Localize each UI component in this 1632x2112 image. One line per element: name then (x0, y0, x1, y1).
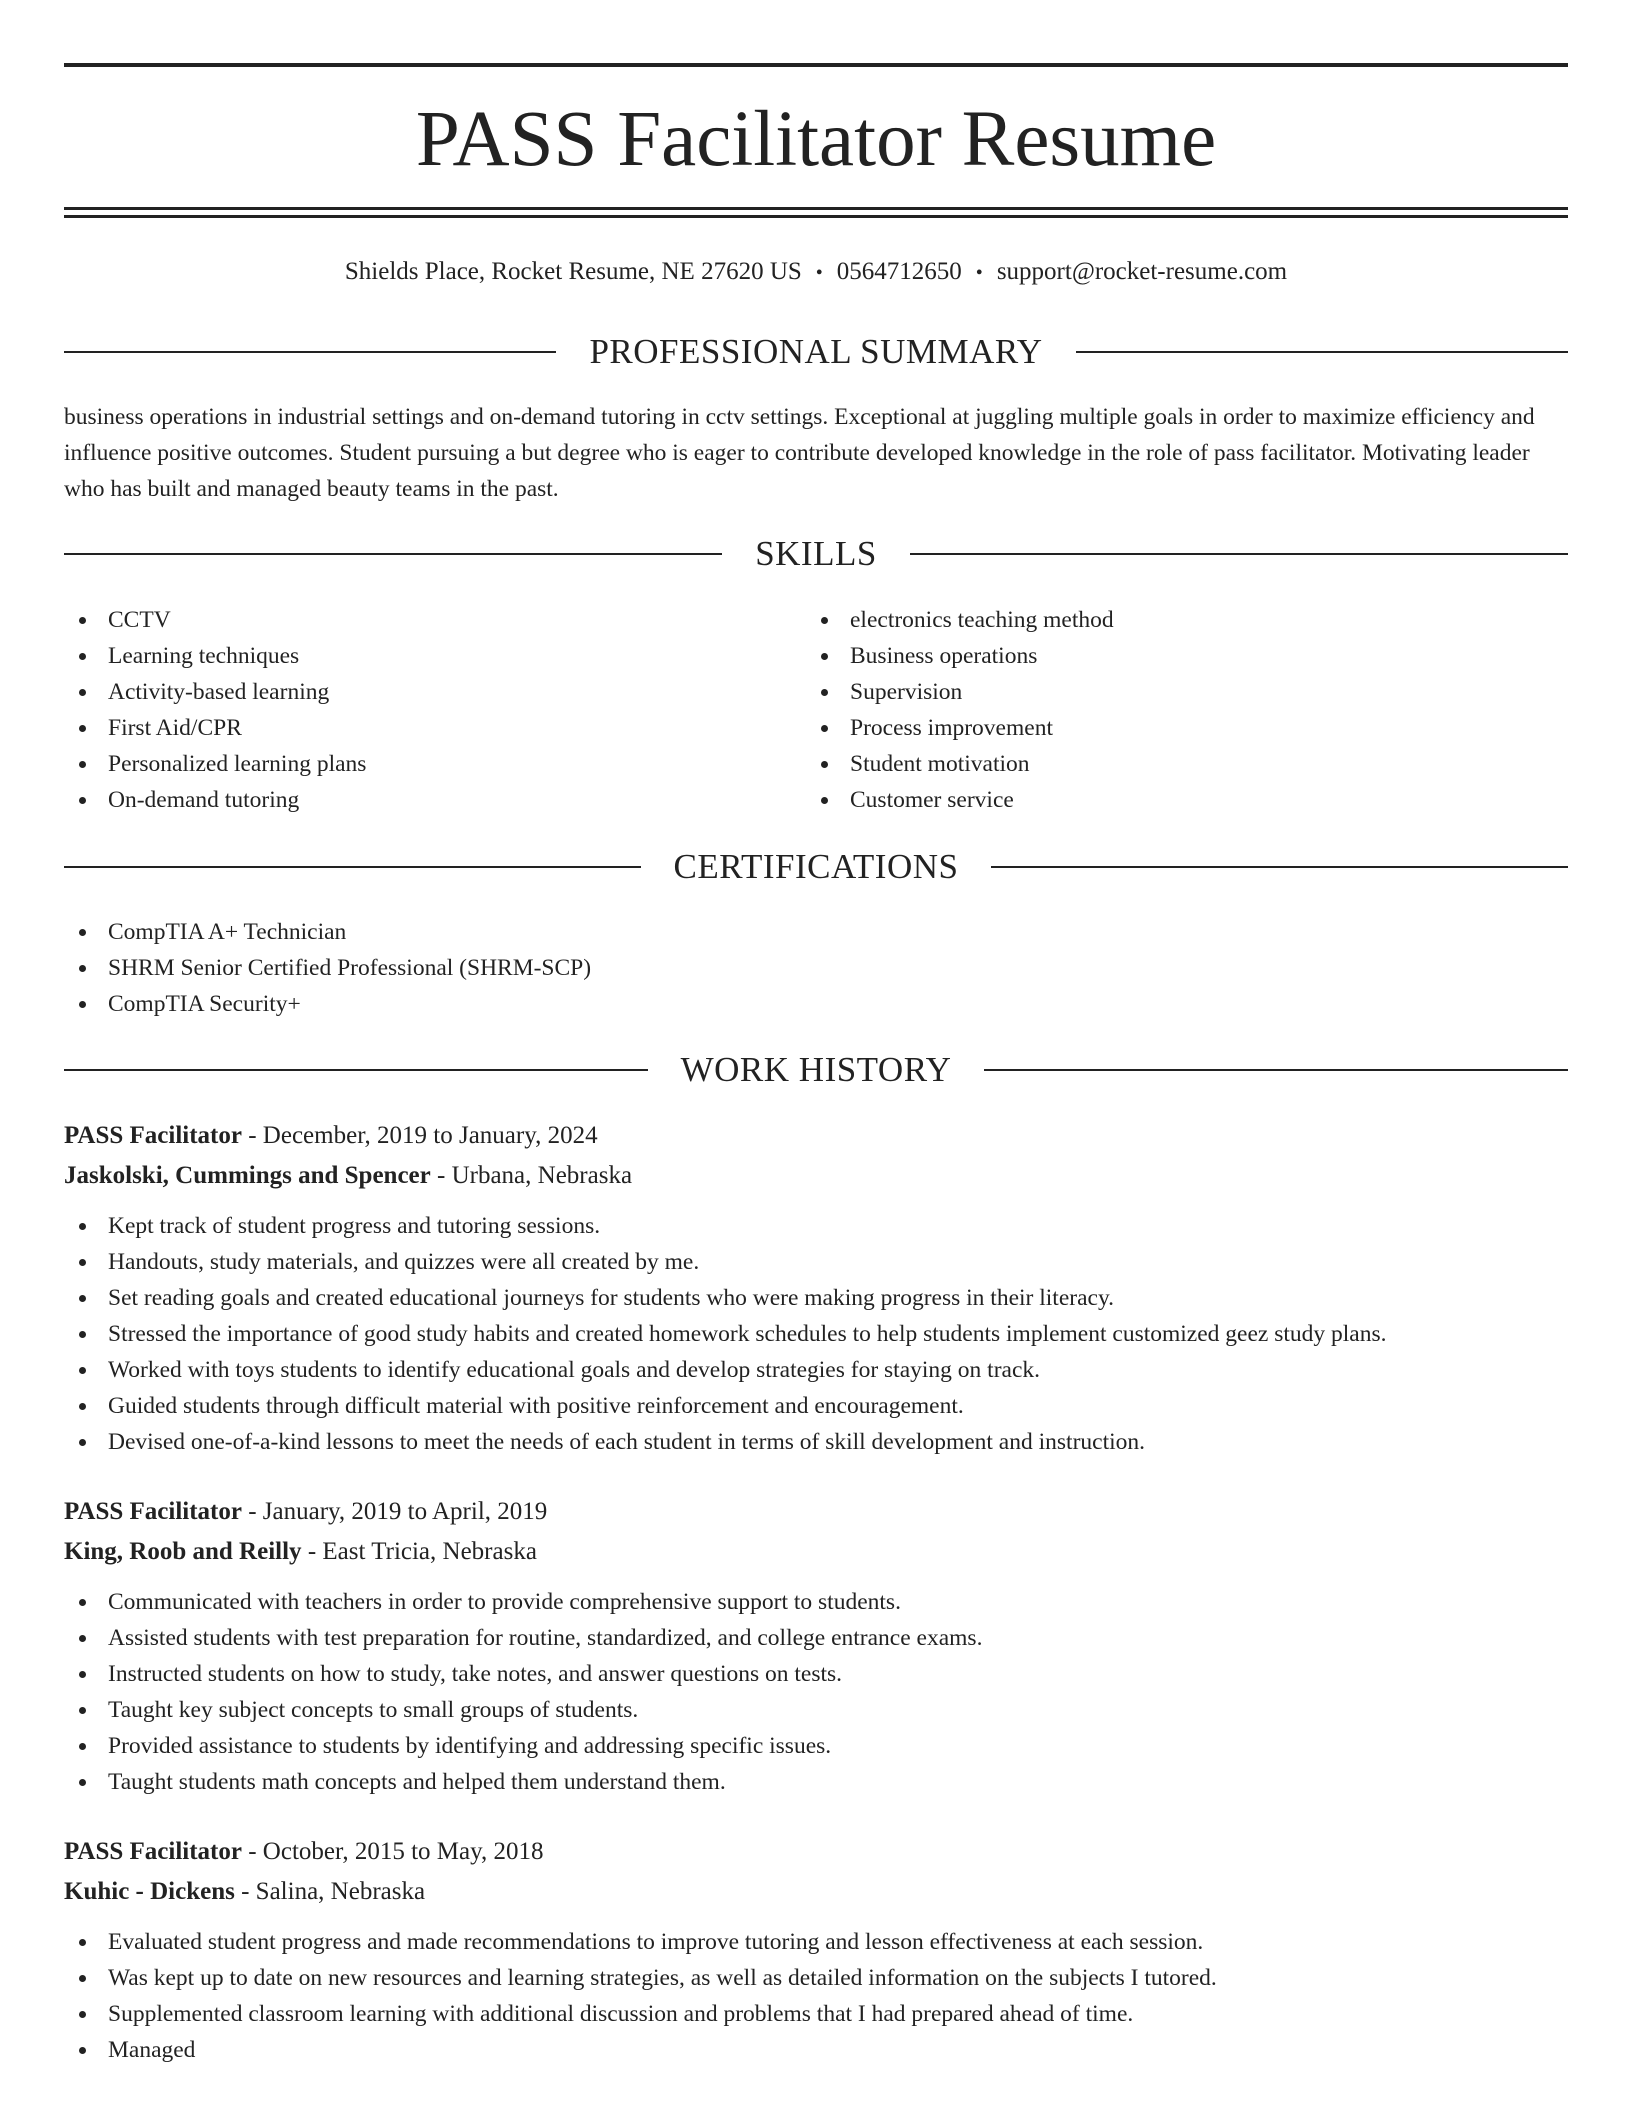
job-dates: - January, 2019 to April, 2019 (241, 1498, 548, 1525)
skill-item: Activity-based learning (64, 674, 764, 710)
job-entry (64, 1492, 1568, 1800)
job-dates: - December, 2019 to January, 2024 (241, 1122, 598, 1149)
certification-item: CompTIA Security+ (64, 986, 1568, 1022)
job-bullet: Set reading goals and created educational journeys for students who were making progress in their literacy. (64, 1280, 1568, 1316)
job-company-line (64, 1532, 1568, 1572)
skill-item: electronics teaching method (806, 602, 1506, 638)
contact-address: Shields Place, Rocket Resume, NE 27620 US (344, 258, 802, 285)
job-bullet: Taught key subject concepts to small groups of students. (64, 1692, 1568, 1728)
job-bullet: Supplemented classroom learning with additional discussion and problems that I had prepared ahead of time. (64, 1996, 1568, 2032)
section-heading-summary (64, 330, 1568, 374)
section-heading-certifications (64, 845, 1568, 889)
skills-list-right (806, 602, 1506, 818)
resume-title: PASS Facilitator Resume (415, 96, 1217, 183)
job-location: - East Tricia, Nebraska (301, 1538, 537, 1565)
job-entry (64, 1832, 1568, 2068)
section-title: PROFESSIONAL SUMMARY (589, 332, 1043, 371)
job-title-line (64, 1116, 1568, 1156)
job-title: PASS Facilitator (64, 1498, 242, 1525)
job-dates: - October, 2015 to May, 2018 (241, 1838, 544, 1865)
job-bullet: Kept track of student progress and tutoring sessions. (64, 1208, 1568, 1244)
section-title: WORK HISTORY (680, 1050, 952, 1089)
summary-text: business operations in industrial settings and on-demand tutoring in cctv settings. Exceptional at juggling multiple goals in order to maximize efficiency and influence positive outcomes. Student pursuing a but degree who is eager to contribute developed knowledge in the role of pass facilitator. Motivating leader who has built and managed beauty teams in the past. (64, 404, 1535, 502)
job-company: Jaskolski, Cummings and Spencer (64, 1162, 431, 1189)
skill-item: Customer service (806, 782, 1506, 818)
job-bullet: Guided students through difficult material with positive reinforcement and encouragement. (64, 1388, 1568, 1424)
skill-item: First Aid/CPR (64, 710, 764, 746)
job-company: Kuhic - Dickens (64, 1878, 235, 1905)
skill-item: Process improvement (806, 710, 1506, 746)
section-heading-skills (64, 532, 1568, 576)
job-bullet: Communicated with teachers in order to provide comprehensive support to students. (64, 1584, 1568, 1620)
skill-item: Student motivation (806, 746, 1506, 782)
skill-item: Supervision (806, 674, 1506, 710)
job-company-line (64, 1872, 1568, 1912)
title-rule-lower (64, 215, 1568, 218)
heading-rule-left (64, 866, 641, 868)
job-bullets (64, 1924, 1568, 2068)
skill-item: CCTV (64, 602, 764, 638)
heading-rule-left (64, 1069, 648, 1071)
certifications-list (64, 914, 1568, 1022)
skill-item: On-demand tutoring (64, 782, 764, 818)
job-bullet: Instructed students on how to study, take notes, and answer questions on tests. (64, 1656, 1568, 1692)
contact-phone: 0564712650 (836, 258, 962, 285)
job-entry (64, 1116, 1568, 1460)
heading-rule-left (64, 351, 556, 353)
contact-separator: • (815, 262, 823, 284)
contact-email: support@rocket-resume.com (996, 258, 1288, 285)
job-bullet: Taught students math concepts and helped them understand them. (64, 1764, 1568, 1800)
job-bullet: Assisted students with test preparation for routine, standardized, and college entrance exams. (64, 1620, 1568, 1656)
job-bullet: Stressed the importance of good study habits and created homework schedules to help students implement customized geez study plans. (64, 1316, 1568, 1352)
section-title: SKILLS (755, 534, 877, 573)
section-heading-work-history (64, 1048, 1568, 1092)
job-title: PASS Facilitator (64, 1838, 242, 1865)
skill-item: Business operations (806, 638, 1506, 674)
job-bullet: Worked with toys students to identify educational goals and develop strategies for staying on track. (64, 1352, 1568, 1388)
job-title-line (64, 1492, 1568, 1532)
job-bullet: Devised one-of-a-kind lessons to meet the needs of each student in terms of skill development and instruction. (64, 1424, 1568, 1460)
contact-line (64, 254, 1568, 291)
job-location: - Urbana, Nebraska (430, 1162, 633, 1189)
job-bullets (64, 1208, 1568, 1460)
job-bullets (64, 1584, 1568, 1800)
job-bullet: Evaluated student progress and made recommendations to improve tutoring and lesson effectiveness at each session. (64, 1924, 1568, 1960)
contact-separator: • (975, 262, 983, 284)
job-company: King, Roob and Reilly (64, 1538, 302, 1565)
heading-rule-left (64, 553, 722, 555)
section-title: CERTIFICATIONS (673, 847, 959, 886)
skill-item: Personalized learning plans (64, 746, 764, 782)
job-bullet: Was kept up to date on new resources and learning strategies, as well as detailed information on the subjects I tutored. (64, 1960, 1568, 1996)
certification-item: SHRM Senior Certified Professional (SHRM-SCP) (64, 950, 1568, 986)
job-bullet: Managed (64, 2032, 1568, 2068)
heading-rule-right (991, 866, 1568, 868)
job-bullet: Handouts, study materials, and quizzes were all created by me. (64, 1244, 1568, 1280)
job-location: - Salina, Nebraska (234, 1878, 426, 1905)
top-rule (64, 63, 1568, 67)
skills-list-left (64, 602, 764, 818)
title-rule-upper (64, 207, 1568, 210)
job-bullet: Provided assistance to students by identifying and addressing specific issues. (64, 1728, 1568, 1764)
job-title: PASS Facilitator (64, 1122, 242, 1149)
heading-rule-right (910, 553, 1568, 555)
certification-item: CompTIA A+ Technician (64, 914, 1568, 950)
heading-rule-right (984, 1069, 1568, 1071)
job-company-line (64, 1156, 1568, 1196)
job-title-line (64, 1832, 1568, 1872)
skill-item: Learning techniques (64, 638, 764, 674)
heading-rule-right (1076, 351, 1568, 353)
